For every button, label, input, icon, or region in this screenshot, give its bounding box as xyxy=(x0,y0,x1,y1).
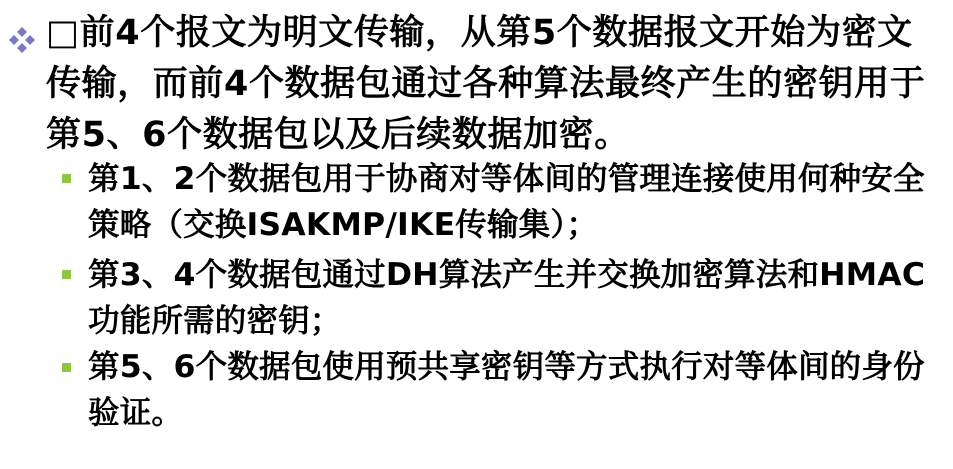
square-bullet-icon xyxy=(62,270,71,279)
main-point-text: 前4个报文为明文传输，从第5个数据报文开始为密文传输，而前4个数据包通过各种算法最终产生的密钥用于第5、6个数据包以及后续数据加密。 xyxy=(46,13,926,155)
sub-point-3: 第5、6个数据包使用预共享密钥等方式执行对等体间的身份验证。 xyxy=(88,349,925,431)
sub-point-2: 第3、4个数据包通过DH算法产生并交换加密算法和HMAC功能所需的密钥； xyxy=(88,257,926,339)
main-point xyxy=(46,8,946,161)
square-bullet-icon xyxy=(62,363,71,372)
square-bullet-icon xyxy=(62,174,71,183)
missing-glyph-box: □ xyxy=(46,13,80,53)
sub-point-1: 第1、2个数据包用于协商对等体间的管理连接使用何种安全策略（交换ISAKMP/IKE传输集）； xyxy=(88,161,925,243)
four-diamond-bullet-icon xyxy=(6,24,38,56)
